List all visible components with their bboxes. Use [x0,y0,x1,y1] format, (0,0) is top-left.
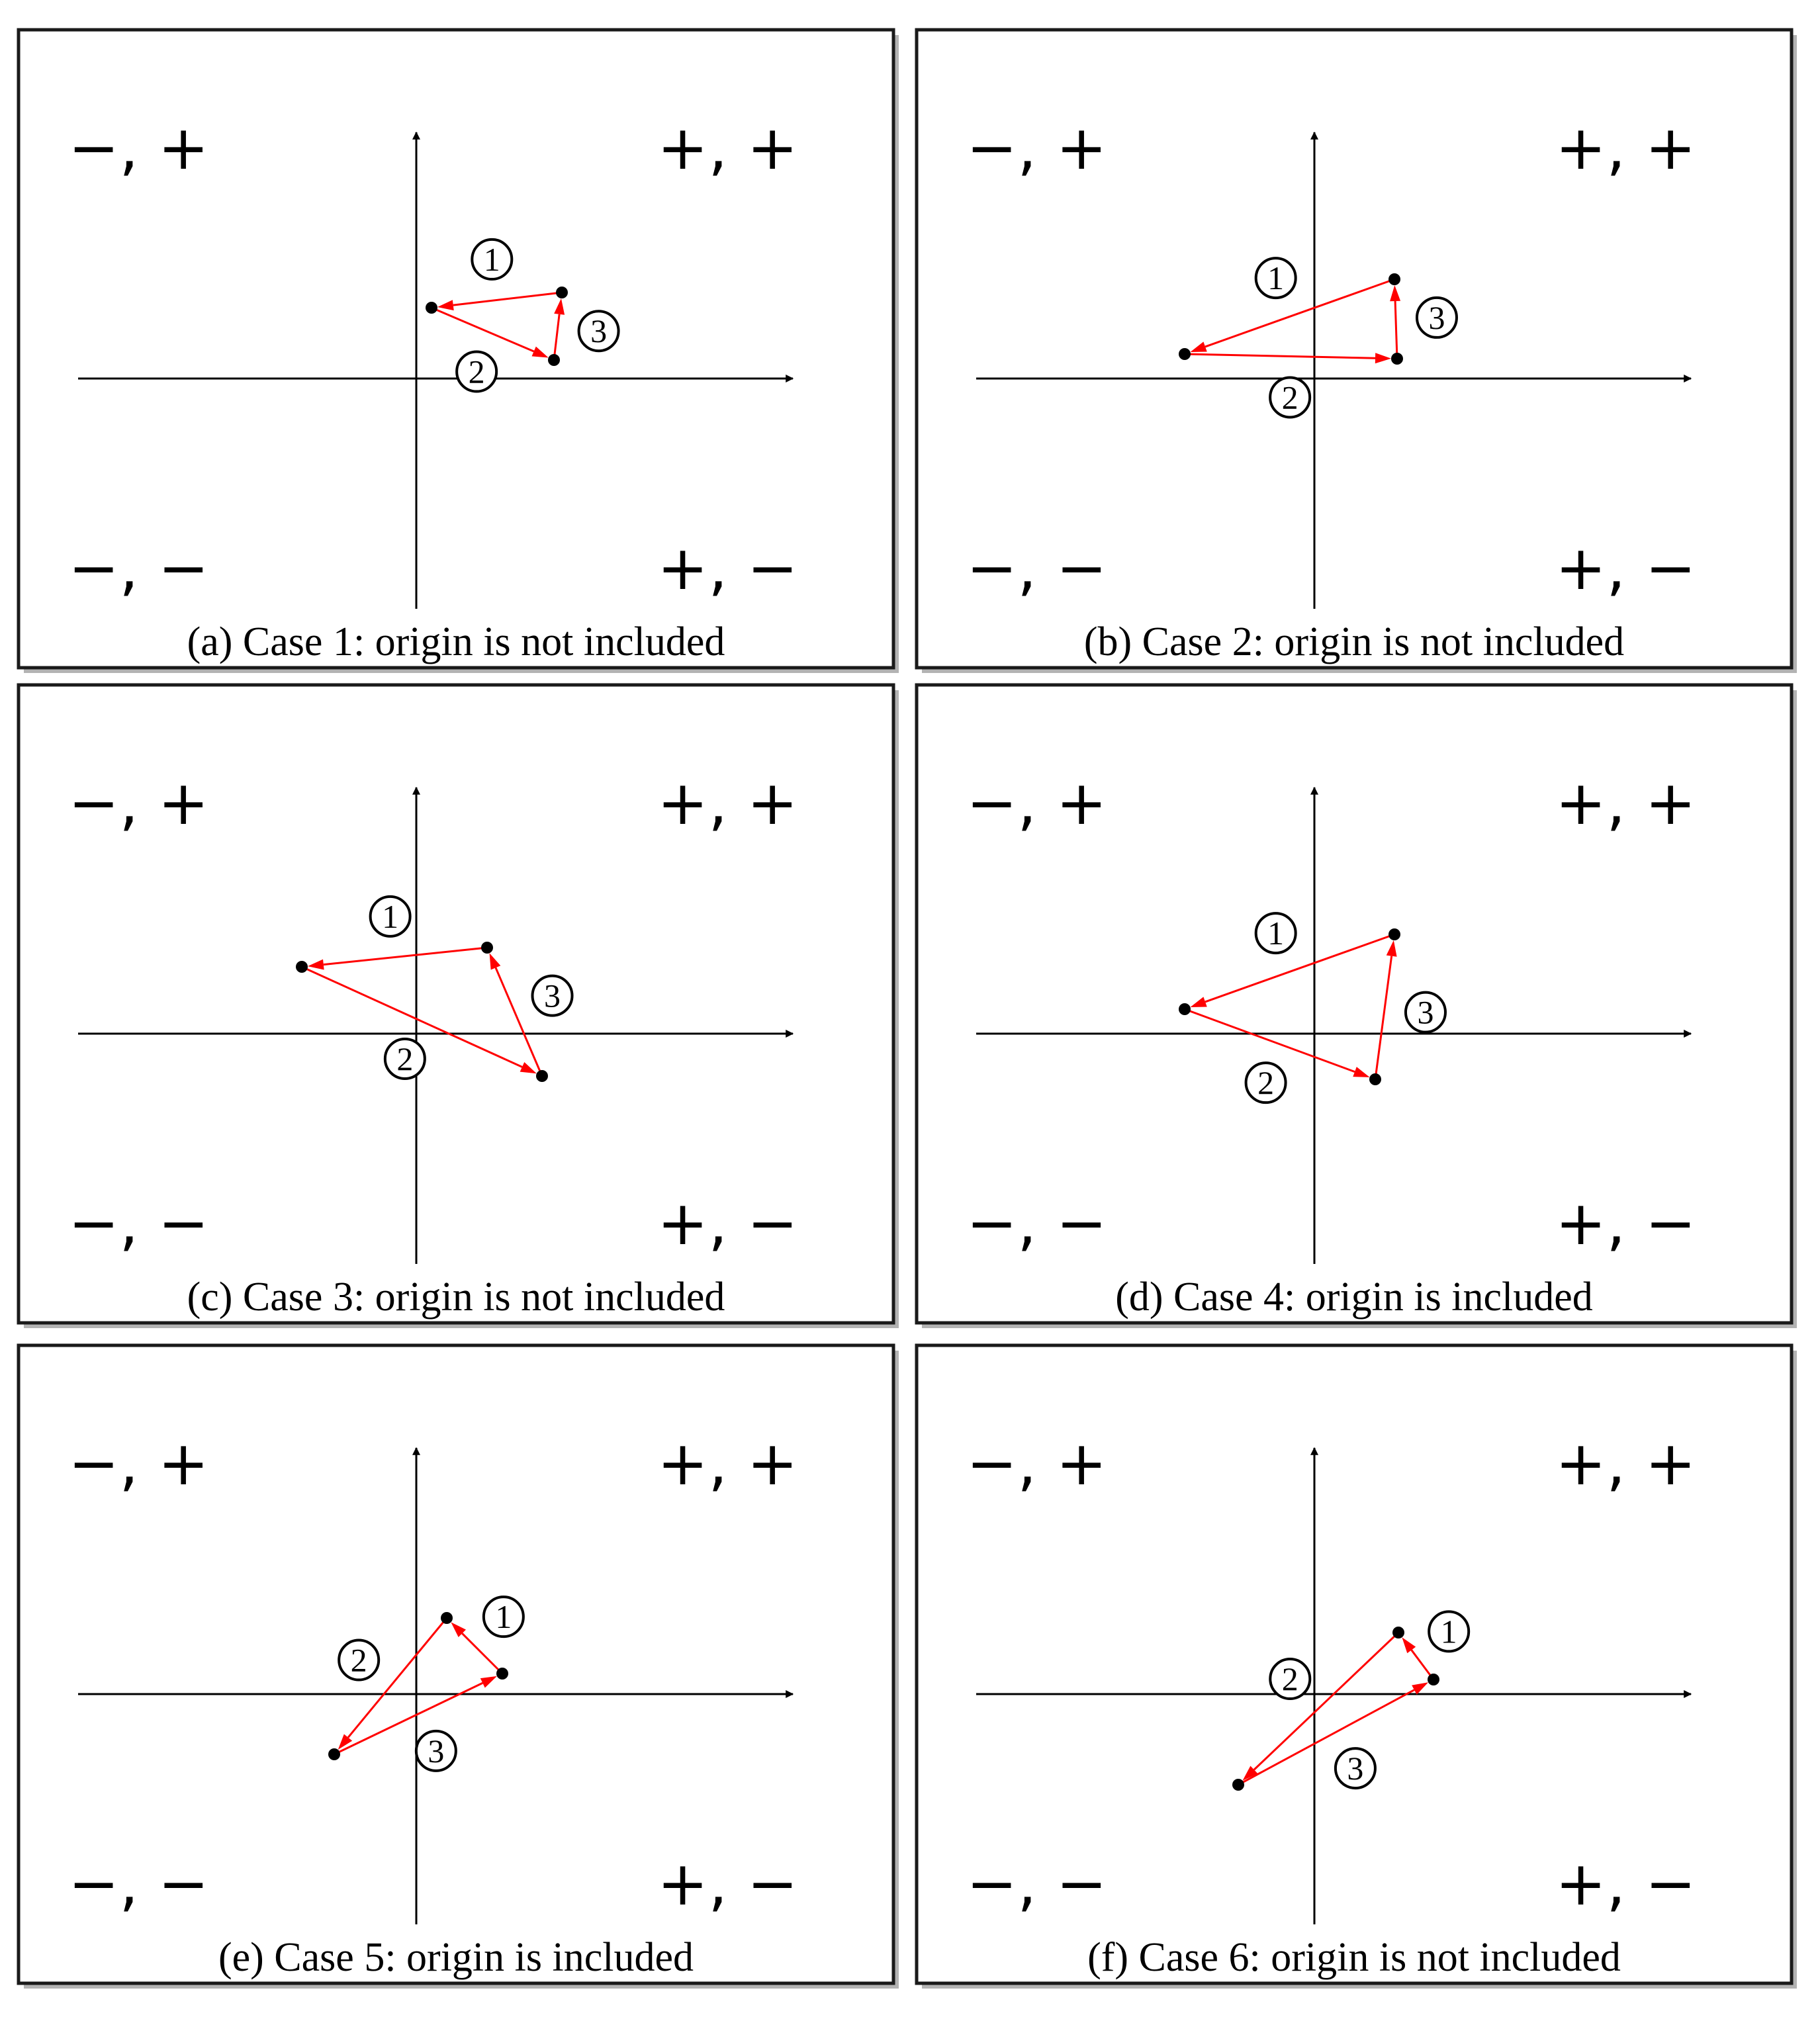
vector-3-label [533,976,572,1016]
vector-1-label [472,240,512,279]
quadrant-label-top-right: +, + [1555,112,1696,183]
panel-caption: (d) Case 4: origin is included [1115,1275,1593,1320]
quadrant-label-top-left: −, + [966,1428,1107,1499]
quadrant-label-top-left: −, + [68,768,209,838]
panel-6 [917,1345,1797,1989]
point-2 [426,302,437,314]
step-number: 1 [1267,915,1285,952]
point-2 [1392,1627,1404,1638]
point-3 [1391,353,1403,365]
step-number: 1 [483,240,500,278]
panel-caption: (e) Case 5: origin is included [218,1935,694,1980]
step-number: 2 [468,353,485,390]
vector-2-label [457,352,496,392]
quadrant-label-bottom-left: −, − [966,533,1107,604]
vector-3-label [1336,1748,1375,1788]
point-2 [1179,1003,1191,1015]
vector-3-label [1417,298,1457,337]
quadrant-label-bottom-right: +, − [657,1848,798,1919]
vector-2-label [339,1640,379,1680]
step-number: 2 [1257,1064,1275,1102]
point-1 [1388,928,1400,940]
quadrant-label-top-right: +, + [657,1428,798,1499]
step-number: 1 [1440,1613,1457,1650]
vector-1-label [1256,913,1296,953]
vector-2-label [1270,1659,1310,1699]
quadrant-label-bottom-left: −, − [966,1188,1107,1259]
step-number: 3 [544,977,561,1014]
panel-1 [19,30,899,673]
point-3 [548,354,560,366]
point-1 [481,942,493,954]
panel-4 [917,685,1797,1328]
step-number: 1 [382,897,399,935]
step-number: 1 [1267,259,1285,297]
panel-caption: (f) Case 6: origin is not included [1087,1935,1621,1980]
quadrant-label-top-right: +, + [657,112,798,183]
step-number: 2 [1281,1660,1298,1698]
quadrant-label-bottom-right: +, − [657,1188,798,1259]
quadrant-label-bottom-left: −, − [966,1848,1107,1919]
vector-1-label [484,1597,523,1637]
point-3 [1232,1779,1244,1791]
vector-3-label [579,311,619,351]
quadrant-label-top-left: −, + [966,768,1107,838]
vector-1-label [1429,1611,1469,1651]
quadrant-label-bottom-left: −, − [68,1188,209,1259]
quadrant-label-top-left: −, + [68,112,209,183]
point-1 [1388,273,1400,285]
quadrant-label-bottom-right: +, − [657,533,798,604]
step-number: 3 [428,1732,445,1770]
step-number: 3 [1428,298,1445,336]
quadrant-label-top-right: +, + [1555,768,1696,838]
step-number: 3 [1417,993,1434,1031]
panel-caption: (b) Case 2: origin is not included [1083,619,1625,664]
quadrant-label-top-left: −, + [68,1428,209,1499]
point-2 [1179,348,1191,360]
panel-3 [19,685,899,1328]
quadrant-label-bottom-left: −, − [68,533,209,604]
panel-2 [917,30,1797,673]
point-3 [536,1070,548,1082]
point-2 [296,961,308,973]
vector-3-label [1406,993,1445,1032]
quadrant-label-bottom-right: +, − [1555,1848,1696,1919]
vector-2-label [1246,1063,1286,1102]
quadrant-label-top-left: −, + [966,112,1107,183]
step-number: 2 [1281,379,1298,416]
panel-caption: (c) Case 3: origin is not included [187,1275,725,1320]
step-number: 3 [1347,1750,1364,1787]
step-number: 3 [590,312,608,350]
quadrant-label-top-right: +, + [657,768,798,838]
step-number: 1 [495,1598,512,1636]
point-1 [556,287,568,298]
vector-1-label [371,897,410,936]
vector-3-label [416,1731,456,1771]
panel-caption: (a) Case 1: origin is not included [187,619,725,664]
quadrant-label-bottom-left: −, − [68,1848,209,1919]
step-number: 2 [396,1040,414,1077]
panel-5 [19,1345,899,1989]
quadrant-label-top-right: +, + [1555,1428,1696,1499]
vector-1-label [1256,258,1296,298]
vector-2-label [385,1039,425,1079]
quadrant-label-bottom-right: +, − [1555,533,1696,604]
vector-2-label [1270,377,1310,417]
point-3 [328,1748,340,1760]
point-1 [1428,1674,1439,1685]
point-2 [441,1612,453,1624]
step-number: 2 [350,1641,367,1679]
point-3 [1369,1073,1381,1085]
quadrant-label-bottom-right: +, − [1555,1188,1696,1259]
point-1 [496,1668,508,1680]
